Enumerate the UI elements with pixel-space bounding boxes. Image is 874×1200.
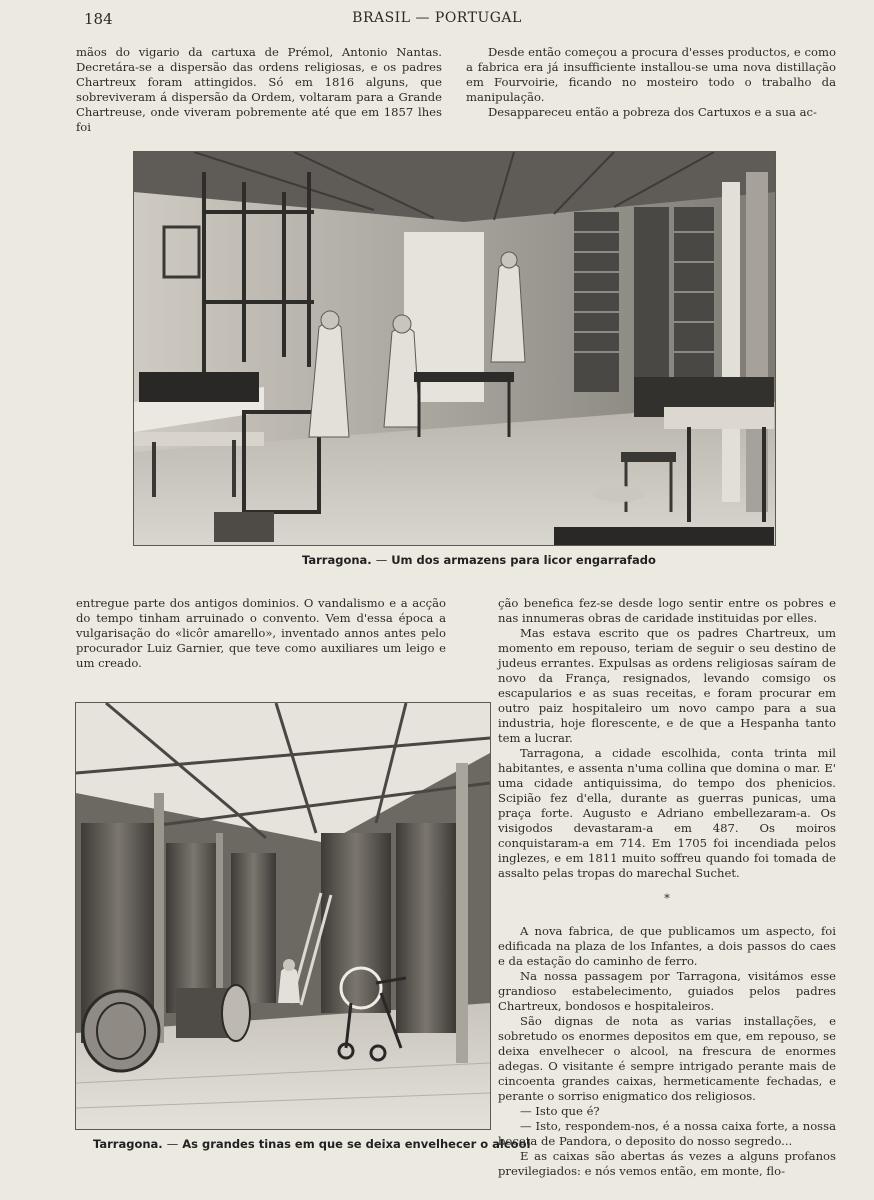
warehouse-photo bbox=[133, 151, 776, 546]
dialogue-line: — Isto que é? bbox=[520, 1104, 600, 1118]
figure2-caption bbox=[93, 1137, 530, 1151]
running-title: BRASIL — PORTUGAL bbox=[352, 10, 522, 26]
caption-text: As grandes tinas em que se deixa envelhecer o alcool bbox=[182, 1137, 531, 1151]
dialogue-line: — Isto, respondem-nos, é a nossa caixa forte, a nossa boceta de Pandora, o deposito do nosso segredo... bbox=[498, 1119, 836, 1148]
top-right-column bbox=[466, 45, 836, 120]
paragraph: Tarragona, a cidade escolhida, conta trinta mil habitantes, e assenta n'uma collina que domina o mar. E' uma cidade antiquissima, do tempo dos phenicios. Scipião fez d'ella, durante as guerras punicas, uma praça forte. Augusto e Adriano embellezaram-a. Os visigodos devastaram-a em 487. Os moiros conquistaram-a em 714. Em 1705 foi incendiada pelos inglezes, e em 1811 muito soffreu quando foi tomada de assalto pelas tropas do marechal Suchet. bbox=[498, 746, 836, 880]
caption-place: Tarragona. bbox=[93, 1137, 163, 1151]
paragraph: ção benefica fez-se desde logo sentir entre os pobres e nas innumeras obras de caridade instituidas por elles. bbox=[498, 596, 836, 625]
paragraph: Desappareceu então a pobreza dos Cartuxos e a sua ac- bbox=[488, 105, 817, 119]
caption-dash: — bbox=[375, 553, 388, 567]
paragraph: entregue parte dos antigos dominios. O vandalismo e a acção do tempo tinham arruinado o convento. Vem d'essa época a vulgarisação do «licôr amarello», inventado annos antes pelo procurador Luiz Garnier, que teve como auxiliares um leigo e um creado. bbox=[76, 596, 446, 670]
paragraph: São dignas de nota as varias installações, e sobretudo os enormes depositos em que, em repouso, se deixa envelhecer o alcool, na frescura de enormes adegas. O visitante é sempre intrigado perante mais de cincoenta grandes caixas, hermeticamente fechadas, e perante o sorriso enigmatico dos religiosos. bbox=[498, 1014, 836, 1103]
page-number: 184 bbox=[84, 10, 113, 28]
vats-photo bbox=[75, 702, 491, 1130]
warehouse-illustration bbox=[134, 152, 775, 545]
caption-text: Um dos armazens para licor engarrafado bbox=[391, 553, 656, 567]
figure1-caption bbox=[302, 553, 656, 567]
paragraph: Desde então começou a procura d'esses productos, e como a fabrica era já insufficiente installou-se uma nova distillação em Fourvoirie, ficando no mosteiro todo o trabalho da manipulação. bbox=[466, 45, 836, 104]
paragraph: A nova fabrica, de que publicamos um aspecto, foi edificada na plaza de los Infantes, a dois passos do caes e da estação do caminho de ferro. bbox=[498, 924, 836, 968]
paragraph: mãos do vigario da cartuxa de Prémol, Antonio Nantas. Decretára-se a dispersão das ordens religiosas, e os padres Chartreux foram attingidos. Só em 1816 alguns, que sobreviveram á dispersão da Ordem, voltaram para a Grande Chartreuse, onde viveram pobremente até que em 1857 lhes foi bbox=[76, 45, 442, 134]
paragraph: E as caixas são abertas ás vezes a alguns profanos previlegiados: e nós vemos então, em monte, flo- bbox=[498, 1149, 836, 1178]
caption-place: Tarragona. bbox=[302, 553, 372, 567]
mid-left-column bbox=[76, 596, 446, 671]
section-mark: * bbox=[664, 891, 670, 905]
top-left-column bbox=[76, 45, 442, 135]
paragraph: Mas estava escrito que os padres Chartreux, um momento em repouso, teriam de seguir o seu destino de judeus errantes. Expulsas as ordens religiosas saíram de novo da França, resignados, levando comsigo os escapularios e as suas receitas, e foram procurar em outro paiz hospitaleiro um novo campo para a sua industria, hoje florescente, e de que a Hespanha tanto tem a lucrar. bbox=[498, 626, 836, 745]
right-column bbox=[498, 596, 836, 1179]
vats-illustration bbox=[76, 703, 490, 1129]
paragraph: Na nossa passagem por Tarragona, visitámos esse grandioso estabelecimento, guiados pelos padres Chartreux, bondosos e hospitaleiros. bbox=[498, 969, 836, 1013]
caption-dash: — bbox=[166, 1137, 179, 1151]
